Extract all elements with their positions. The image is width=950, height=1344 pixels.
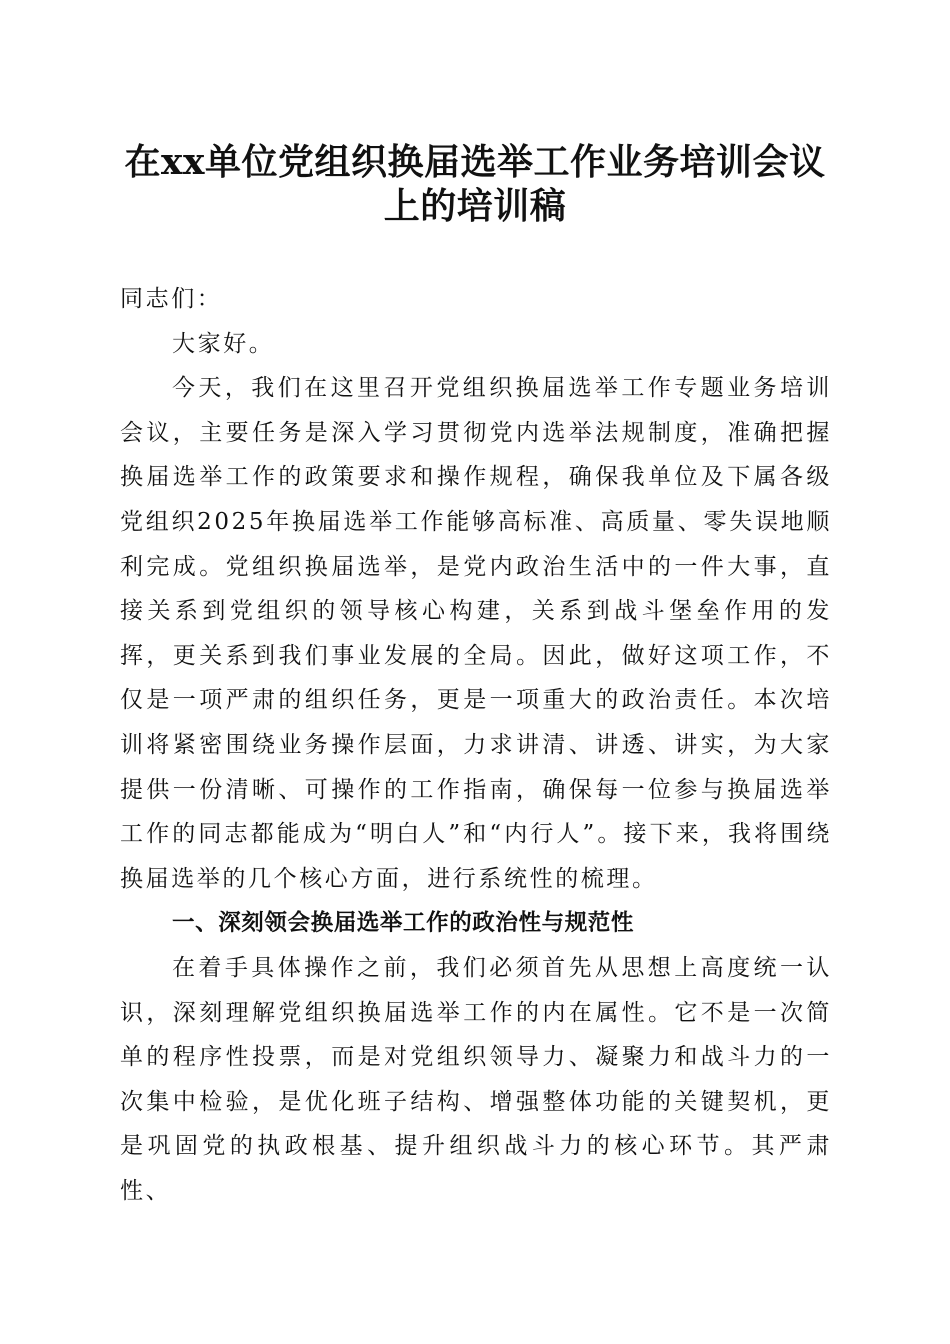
- body-paragraph-1: 今天，我们在这里召开党组织换届选举工作专题业务培训会议，主要任务是深入学习贯彻党内选举法规制度，准确把握换届选举工作的政策要求和操作规程，确保我单位及下属各级党组织2025年换届选举工作能够高标准、高质量、零失误地顺利完成。党组织换届选举，是党内政治生活中的一件大事，直接关系到党组织的领导核心构建，关系到战斗堡垒作用的发挥，更关系到我们事业发展的全局。因此，做好这项工作，不仅是一项严肃的组织任务，更是一项重大的政治责任。本次培训将紧密围绕业务操作层面，力求讲清、讲透、讲实，为大家提供一份清晰、可操作的工作指南，确保每一位参与换届选举工作的同志都能成为“明白人”和“内行人”。接下来，我将围绕换届选举的几个核心方面，进行系统性的梳理。: [120, 375, 832, 892]
- greeting: 大家好。: [172, 330, 275, 357]
- title-line-2: 上的培训稿: [383, 185, 567, 227]
- salutation: 同志们：: [120, 286, 223, 312]
- title-line-1: 在xx单位党组织换届选举工作业务培训会议: [124, 141, 826, 183]
- section-heading-1: 一、深刻领会换届选举工作的政治性与规范性: [172, 910, 635, 937]
- document-title: [100, 140, 850, 228]
- document-body: [120, 277, 832, 1213]
- body-paragraph-2: 在着手具体操作之前，我们必须首先从思想上高度统一认识，深刻理解党组织换届选举工作的内在属性。它不是一次简单的程序性投票，而是对党组织领导力、凝聚力和战斗力的一次集中检验，是优化班子结构、增强整体功能的关键契机，更是巩固党的执政根基、提升组织战斗力的核心环节。其严肃性、: [120, 954, 832, 1204]
